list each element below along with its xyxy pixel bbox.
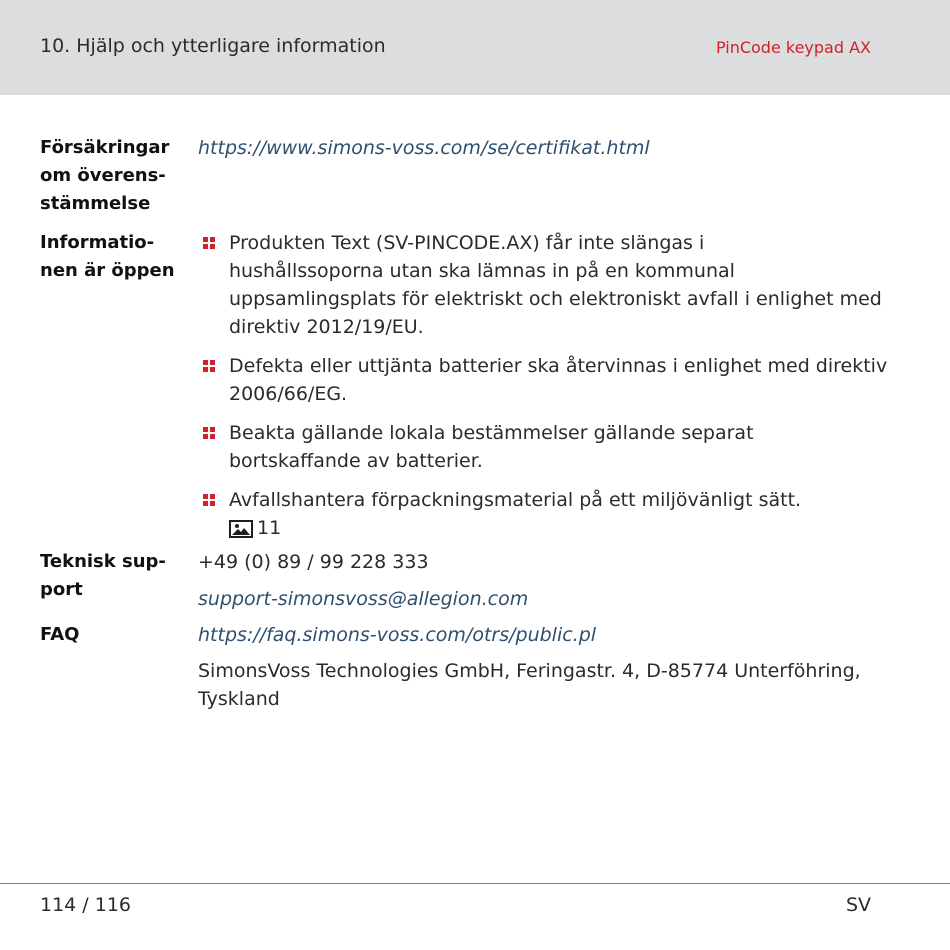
language-code: SV: [845, 894, 871, 916]
product-name: PinCode keypad AX: [715, 38, 871, 57]
image-reference-number: 11: [257, 517, 282, 539]
support-label: [40, 548, 166, 604]
image-icon: [229, 520, 253, 538]
bullet-text: Beakta gällande lokala bestämmelser gällande separat bortskaffande av batterier.: [229, 422, 754, 472]
disposal-label: [40, 229, 175, 285]
support-email-link[interactable]: support-simonsvoss@allegion.com: [198, 588, 529, 610]
bullet-text: Avfallshantera förpackningsmaterial på ett miljövänligt sätt.: [229, 489, 802, 511]
label-line: Informatio-: [40, 232, 155, 253]
chapter-title: 10. Hjälp och ytterligare information: [40, 35, 386, 57]
support-email-row: [198, 585, 528, 613]
bullet-icon: [203, 360, 216, 373]
label-line: Teknisk sup-: [40, 551, 166, 572]
page-number: 114 / 116: [40, 894, 132, 916]
bullet-icon: [203, 494, 216, 507]
page-header: [0, 0, 950, 95]
bullet-text: Defekta eller uttjänta batterier ska återvinnas i enlighet med direktiv 2006/66/EG.: [229, 355, 888, 405]
support-phone: +49 (0) 89 / 99 228 333: [198, 551, 429, 573]
label-line: stämmelse: [40, 193, 151, 214]
bullet-icon: [203, 237, 216, 250]
image-reference[interactable]: [229, 516, 281, 540]
faq-label: FAQ: [40, 624, 80, 645]
declaration-label: [40, 134, 169, 218]
address-line: Tyskland: [198, 688, 280, 710]
label-line: nen är öppen: [40, 260, 175, 281]
company-address: [198, 657, 861, 713]
bullet-text: Produkten Text (SV-PINCODE.AX) får inte slängas i hushållssoporna utan ska lämnas in på en kommunal uppsamlingsplats för elektriskt och elektroniskt avfall i enlighet med direktiv 2012/19/EU.: [229, 232, 882, 338]
declaration-value: [198, 134, 650, 162]
faq-link[interactable]: https://faq.simons-voss.com/otrs/public.pl: [198, 624, 597, 646]
label-line: port: [40, 579, 83, 600]
faq-value: [198, 621, 596, 649]
label-line: om överens-: [40, 165, 166, 186]
label-line: Försäkringar: [40, 137, 170, 158]
bullet-icon: [203, 427, 216, 440]
certificate-link[interactable]: https://www.simons-voss.com/se/certifikat.html: [198, 137, 650, 159]
footer-divider: [0, 883, 950, 884]
address-line: SimonsVoss Technologies GmbH, Feringastr. 4, D-85774 Unterföhring,: [198, 660, 861, 682]
